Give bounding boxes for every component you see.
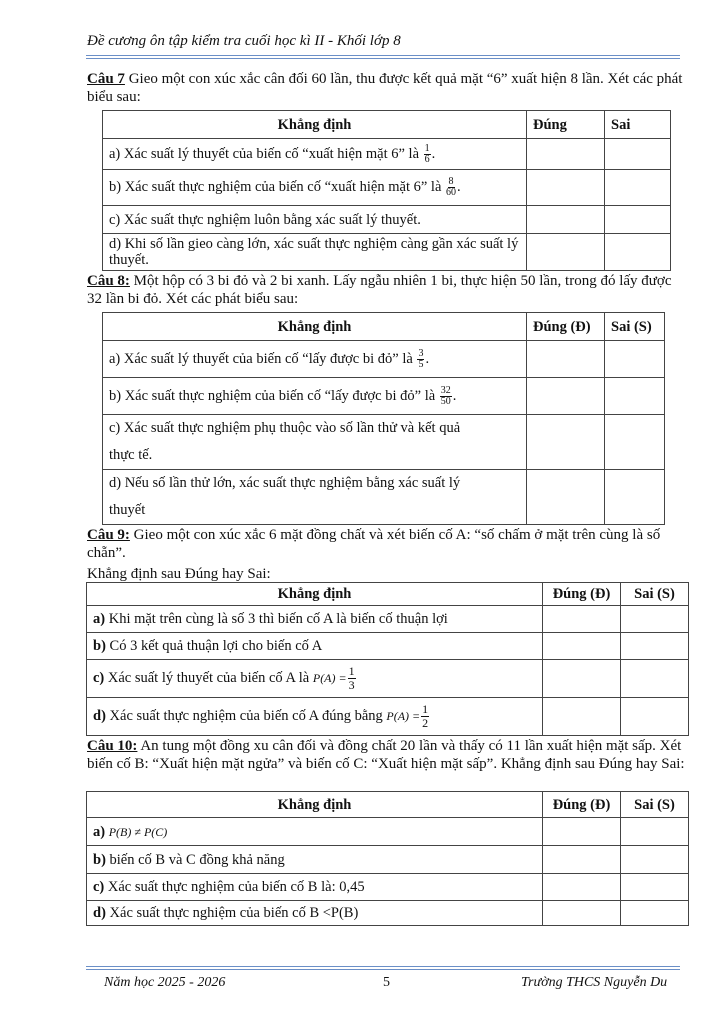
table-header-statement: Khẳng định — [87, 792, 543, 818]
statement-text: b) Xác suất thực nghiệm của biến cố “lấy được bi đỏ” là — [109, 387, 439, 404]
answer-cell-false[interactable] — [621, 818, 689, 846]
table-row: a) Xác suất lý thuyết của biến cố “xuất hiện mặt 6” là $\frac{1}{6}$ . — [103, 139, 671, 170]
answer-cell-true[interactable] — [527, 170, 605, 206]
statement-text: d) Khi số lần gieo càng lớn, xác suất thực nghiệm càng gần xác suất lý thuyết. — [103, 234, 527, 271]
statement-text: Khi mặt trên cùng là số 3 thì biến cố A là biến cố thuận lợi — [105, 611, 448, 627]
answer-cell-true[interactable] — [543, 874, 621, 901]
table-header-statement: Khẳng định — [87, 583, 543, 606]
answer-cell-false[interactable] — [621, 606, 689, 633]
fraction: $\frac{1}{6}$ — [424, 142, 430, 165]
answer-cell-false[interactable] — [605, 415, 665, 470]
answer-cell-true[interactable] — [527, 234, 605, 271]
question-10-number: Câu 10: — [87, 738, 138, 754]
math-expression: P(A) = — [312, 670, 347, 685]
question-7-number: Câu 7 — [87, 71, 125, 87]
fraction: $\frac{8}{60}$ — [446, 176, 456, 198]
answer-cell-true[interactable] — [527, 139, 605, 170]
statement-text: a) Xác suất lý thuyết của biến cố “lấy được bi đỏ” là — [109, 350, 417, 367]
answer-cell-true[interactable] — [527, 341, 605, 378]
answer-cell-false[interactable] — [605, 139, 671, 170]
fraction: $\frac{1}{3}$ — [348, 664, 355, 692]
answer-cell-true[interactable] — [543, 660, 621, 698]
footer-page-number: 5 — [383, 975, 390, 990]
answer-cell-true[interactable] — [543, 698, 621, 736]
question-8-text — [87, 272, 687, 308]
table-row: b) Có 3 kết quả thuận lợi cho biến cố A — [87, 633, 689, 660]
table-header-true: Đúng (Đ) — [543, 792, 621, 818]
table-header-true: Đúng — [527, 111, 605, 139]
answer-cell-true[interactable] — [543, 846, 621, 874]
table-row: b) Xác suất thực nghiệm của biến cố “lấy được bi đỏ” là $\frac{32}{50}$ . — [103, 378, 665, 415]
question-10-body: An tung một đồng xu cân đối và đồng chất 20 lần và thấy có 11 lần xuất hiện mặt sấp. Xét biến cố B: “Xuất hiện mặt ngửa” và biến cố C: “Xuất hiện mặt sấp”. Khẳng định sau Đúng hay Sai: — [87, 738, 685, 772]
fraction: $\frac{3}{5}$ — [418, 347, 424, 370]
table-row — [103, 415, 665, 470]
question-8-body: Một hộp có 3 bi đỏ và 2 bi xanh. Lấy ngẫu nhiên 1 bi, thực hiện 50 lần, trong đó lấy được 32 lần bi đỏ. Xét các phát biểu sau: — [87, 273, 672, 307]
statement-text: Xác suất thực nghiệm của biến cố A đúng bằng — [105, 707, 387, 724]
answer-cell-false[interactable] — [605, 470, 665, 525]
table-row: d) Xác suất thực nghiệm của biến cố A đúng bằng P(A) = $\frac{1}{2}$ — [87, 698, 689, 736]
statement-text: Có 3 kết quả thuận lợi cho biến cố A — [105, 638, 323, 654]
answer-cell-true[interactable] — [543, 818, 621, 846]
table-header-false: Sai (S) — [621, 792, 689, 818]
table-row: a) P(B) ≠ P(C) — [87, 818, 689, 846]
answer-cell-false[interactable] — [605, 206, 671, 234]
question-9-number: Câu 9: — [87, 527, 130, 543]
answer-cell-true[interactable] — [527, 206, 605, 234]
question-7-table — [102, 110, 671, 271]
answer-cell-false[interactable] — [621, 633, 689, 660]
answer-cell-false[interactable] — [605, 234, 671, 271]
answer-cell-false[interactable] — [621, 660, 689, 698]
fraction: $\frac{32}{50}$ — [440, 384, 451, 407]
table-row: c) Xác suất lý thuyết của biến cố A là P(A) = $\frac{1}{3}$ — [87, 660, 689, 698]
statement-text: a) Xác suất lý thuyết của biến cố “xuất hiện mặt 6” là — [109, 145, 423, 162]
question-10-table — [86, 791, 689, 926]
table-header-statement: Khẳng định — [103, 111, 527, 139]
question-8-number: Câu 8: — [87, 273, 130, 289]
answer-cell-true[interactable] — [543, 606, 621, 633]
table-header-false: Sai (S) — [605, 313, 665, 341]
question-9-text — [87, 526, 687, 562]
question-9-body: Gieo một con xúc xắc 6 mặt đồng chất và xét biến cố A: “số chấm ở mặt trên cùng là số chẵn”. — [87, 527, 661, 561]
math-expression: P(A) = — [386, 708, 421, 723]
statement-text: c) Xác suất thực nghiệm luôn bằng xác suất lý thuyết. — [103, 206, 527, 234]
statement-text: c) Xác suất thực nghiệm phụ thuộc vào số lần thử và kết quả — [109, 420, 461, 436]
statement-text: Xác suất lý thuyết của biến cố A là — [104, 669, 313, 686]
answer-cell-false[interactable] — [621, 901, 689, 926]
answer-cell-false[interactable] — [605, 341, 665, 378]
table-header-statement: Khẳng định — [103, 313, 527, 341]
answer-cell-true[interactable] — [527, 470, 605, 525]
footer-school-year: Năm học 2025 - 2026 — [104, 975, 226, 990]
question-7-body: Gieo một con xúc xắc cân đối 60 lần, thu được kết quả mặt “6” xuất hiện 8 lần. Xét các phát biểu sau: — [87, 71, 683, 105]
header-divider — [86, 55, 680, 59]
statement-text: Xác suất thực nghiệm của biến cố B là: 0,45 — [104, 879, 365, 895]
answer-cell-false[interactable] — [621, 874, 689, 901]
question-10-text — [87, 737, 687, 773]
footer-school-name: Trường THCS Nguyễn Du — [521, 975, 668, 990]
statement-text-cont: thực tế. — [109, 447, 153, 463]
question-9-table — [86, 582, 689, 736]
table-row: a) Xác suất lý thuyết của biến cố “lấy được bi đỏ” là $\frac{3}{5}$ . — [103, 341, 665, 378]
answer-cell-true[interactable] — [543, 901, 621, 926]
math-expression: P(B) ≠ P(C) — [108, 824, 168, 839]
answer-cell-false[interactable] — [605, 170, 671, 206]
fraction: $\frac{1}{2}$ — [422, 702, 429, 730]
answer-cell-true[interactable] — [527, 415, 605, 470]
answer-cell-true[interactable] — [543, 633, 621, 660]
table-row: c) Xác suất thực nghiệm của biến cố B là: 0,45 — [87, 874, 689, 901]
table-row: b) Xác suất thực nghiệm của biến cố “xuất hiện mặt 6” là $\frac{8}{60}$ . — [103, 170, 671, 206]
page-header-title: Đề cương ôn tập kiểm tra cuối học kì II - Khối lớp 8 — [87, 33, 401, 49]
table-row — [103, 470, 665, 525]
answer-cell-false[interactable] — [605, 378, 665, 415]
answer-cell-true[interactable] — [527, 378, 605, 415]
question-7-text — [87, 70, 687, 106]
statement-text: d) Nếu số lần thử lớn, xác suất thực nghiệm bằng xác suất lý — [109, 475, 461, 491]
statement-text: biến cố B và C đồng khả năng — [105, 851, 285, 868]
table-row: a) Khi mặt trên cùng là số 3 thì biến cố A là biến cố thuận lợi — [87, 606, 689, 633]
table-header-false: Sai — [605, 111, 671, 139]
table-header-true: Đúng (Đ) — [527, 313, 605, 341]
question-8-table — [102, 312, 665, 525]
footer-divider — [86, 966, 680, 970]
table-row — [103, 206, 671, 234]
table-row: b) biến cố B và C đồng khả năng — [87, 846, 689, 874]
table-row — [103, 234, 671, 271]
answer-cell-false[interactable] — [621, 698, 689, 736]
table-header-false: Sai (S) — [621, 583, 689, 606]
statement-text: Xác suất thực nghiệm của biến cố B <P(B) — [105, 905, 359, 921]
answer-cell-false[interactable] — [621, 846, 689, 874]
table-row: d) Xác suất thực nghiệm của biến cố B <P(B) — [87, 901, 689, 926]
statement-text: b) Xác suất thực nghiệm của biến cố “xuất hiện mặt 6” là — [109, 178, 445, 195]
question-9-prompt: Khẳng định sau Đúng hay Sai: — [87, 566, 271, 582]
table-header-true: Đúng (Đ) — [543, 583, 621, 606]
statement-text-cont: thuyết — [109, 502, 146, 518]
